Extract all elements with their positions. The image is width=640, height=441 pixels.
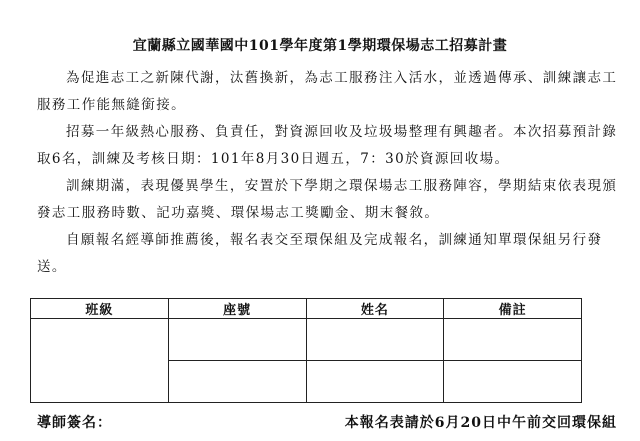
name-cell[interactable] xyxy=(306,361,444,403)
paragraph-registration: 自願報名經導師推薦後，報名表交至環保組及完成報名，訓練通知單環保組另行發送。 xyxy=(37,232,603,275)
paragraph-recruitment: 招募一年級熱心服務、負責任，對資源回收及垃圾場整理有興趣者。本次招募預計錄取6名，訓練及考核日期：101年8月30日週五，7：30於資源回收場。 xyxy=(37,124,618,167)
seat-number-cell[interactable] xyxy=(168,319,306,361)
paragraph-rewards: 訓練期滿，表現優異學生，安置於下學期之環保場志工服務陣容，學期結束依表現頒發志工服務時數、記功嘉獎、環保場志工獎勵金、期末餐敘。 xyxy=(37,178,618,221)
deadline-note: 本報名表請於6月20日中午前交回環保組 xyxy=(344,415,617,431)
column-header-remarks: 備註 xyxy=(444,299,582,319)
paragraph-purpose: 為促進志工之新陳代謝，汰舊換新，為志工服務注入活水，並透過傳承、訓練讓志工服務工作能無縫銜接。 xyxy=(37,70,618,113)
name-cell[interactable] xyxy=(306,319,444,361)
column-header-name: 姓名 xyxy=(306,299,444,319)
document-title: 宜蘭縣立國華國中101學年度第1學期環保場志工招募計畫 xyxy=(132,38,508,54)
remarks-cell[interactable] xyxy=(444,361,582,403)
class-cell[interactable] xyxy=(31,319,169,403)
seat-number-cell[interactable] xyxy=(168,361,306,403)
column-header-class: 班級 xyxy=(31,299,169,319)
teacher-signature-label: 導師簽名： xyxy=(37,415,112,431)
table-row xyxy=(31,319,582,361)
remarks-cell[interactable] xyxy=(444,319,582,361)
table-header-row xyxy=(31,299,582,319)
signup-table xyxy=(30,298,582,403)
column-header-seat-number: 座號 xyxy=(168,299,306,319)
